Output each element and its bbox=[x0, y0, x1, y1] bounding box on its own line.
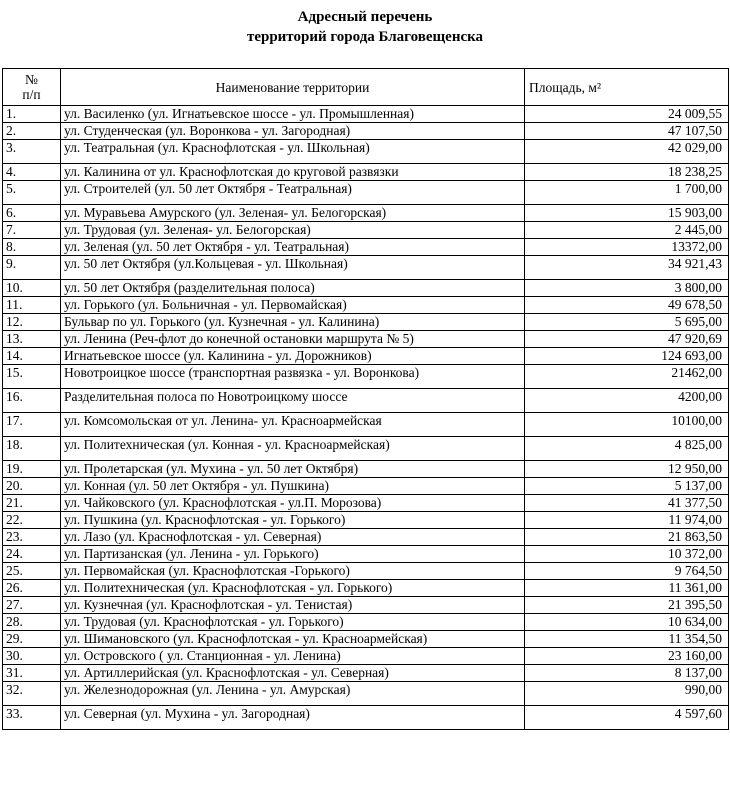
territory-name: ул. Первомайская (ул. Краснофлотская -Горького) bbox=[61, 563, 525, 580]
table-row bbox=[3, 297, 729, 314]
territory-name: ул. Лазо (ул. Краснофлотская - ул. Северная) bbox=[61, 529, 525, 546]
territory-area: 3 800,00 bbox=[525, 280, 729, 297]
row-number: 13. bbox=[3, 331, 61, 348]
territory-area: 10 634,00 bbox=[525, 614, 729, 631]
territory-area: 8 137,00 bbox=[525, 665, 729, 682]
row-number: 16. bbox=[3, 389, 61, 413]
territory-area: 10 372,00 bbox=[525, 546, 729, 563]
table-row bbox=[3, 706, 729, 730]
territory-area: 9 764,50 bbox=[525, 563, 729, 580]
header-area: Площадь, м² bbox=[525, 69, 729, 106]
territory-name: Новотроицкое шоссе (транспортная развязка - ул. Воронкова) bbox=[61, 365, 525, 389]
row-number: 29. bbox=[3, 631, 61, 648]
territory-name: ул. Артиллерийская (ул. Краснофлотская - ул. Северная) bbox=[61, 665, 525, 682]
row-number: 31. bbox=[3, 665, 61, 682]
territory-name: ул. Муравьева Амурского (ул. Зеленая- ул. Белогорская) bbox=[61, 205, 525, 222]
territory-area: 18 238,25 bbox=[525, 164, 729, 181]
table-row bbox=[3, 512, 729, 529]
table-row bbox=[3, 597, 729, 614]
table-row bbox=[3, 665, 729, 682]
territory-area: 4200,00 bbox=[525, 389, 729, 413]
row-number: 30. bbox=[3, 648, 61, 665]
territory-area: 11 354,50 bbox=[525, 631, 729, 648]
territory-name: ул. Василенко (ул. Игнатьевское шоссе - ул. Промышленная) bbox=[61, 106, 525, 123]
territory-area: 21 395,50 bbox=[525, 597, 729, 614]
table-row bbox=[3, 413, 729, 437]
territory-name: ул. Ленина (Реч-флот до конечной остановки маршрута № 5) bbox=[61, 331, 525, 348]
territory-name: ул. Комсомольская от ул. Ленина- ул. Красноармейская bbox=[61, 413, 525, 437]
row-number: 25. bbox=[3, 563, 61, 580]
territory-name: ул. Политехническая (ул. Краснофлотская - ул. Горького) bbox=[61, 580, 525, 597]
territory-area: 5 137,00 bbox=[525, 478, 729, 495]
table-row bbox=[3, 437, 729, 461]
territory-area: 21 863,50 bbox=[525, 529, 729, 546]
row-number: 22. bbox=[3, 512, 61, 529]
table-row bbox=[3, 648, 729, 665]
table-row bbox=[3, 546, 729, 563]
table-row bbox=[3, 181, 729, 205]
row-number: 33. bbox=[3, 706, 61, 730]
row-number: 9. bbox=[3, 256, 61, 280]
row-number: 1. bbox=[3, 106, 61, 123]
row-number: 26. bbox=[3, 580, 61, 597]
territory-area: 4 597,60 bbox=[525, 706, 729, 730]
territory-name: ул. Островского ( ул. Станционная - ул. Ленина) bbox=[61, 648, 525, 665]
document-subtitle: территорий города Благовещенска bbox=[246, 29, 484, 45]
table-row bbox=[3, 389, 729, 413]
territory-area: 1 700,00 bbox=[525, 181, 729, 205]
territory-name: ул. Северная (ул. Мухина - ул. Загородная) bbox=[61, 706, 525, 730]
row-number: 23. bbox=[3, 529, 61, 546]
territory-area: 13372,00 bbox=[525, 239, 729, 256]
territory-name: ул. 50 лет Октября (разделительная полоса) bbox=[61, 280, 525, 297]
territory-name: ул. Железнодорожная (ул. Ленина - ул. Амурская) bbox=[61, 682, 525, 706]
row-number: 17. bbox=[3, 413, 61, 437]
territory-name: ул. Трудовая (ул. Краснофлотская - ул. Горького) bbox=[61, 614, 525, 631]
table-row bbox=[3, 478, 729, 495]
header-name: Наименование территории bbox=[61, 69, 525, 106]
territory-name: Игнатьевское шоссе (ул. Калинина - ул. Дорожников) bbox=[61, 348, 525, 365]
row-number: 18. bbox=[3, 437, 61, 461]
territory-name: ул. Пролетарская (ул. Мухина - ул. 50 лет Октября) bbox=[61, 461, 525, 478]
row-number: 12. bbox=[3, 314, 61, 331]
territory-name: Бульвар по ул. Горького (ул. Кузнечная - ул. Калинина) bbox=[61, 314, 525, 331]
row-number: 21. bbox=[3, 495, 61, 512]
row-number: 11. bbox=[3, 297, 61, 314]
table-row bbox=[3, 563, 729, 580]
table-header-row bbox=[3, 69, 729, 106]
territory-area: 42 029,00 bbox=[525, 140, 729, 164]
territory-name: ул. 50 лет Октября (ул.Кольцевая - ул. Школьная) bbox=[61, 256, 525, 280]
table-row bbox=[3, 280, 729, 297]
territory-area: 10100,00 bbox=[525, 413, 729, 437]
territory-area: 4 825,00 bbox=[525, 437, 729, 461]
territory-name: ул. Политехническая (ул. Конная - ул. Красноармейская) bbox=[61, 437, 525, 461]
territory-area: 47 920,69 bbox=[525, 331, 729, 348]
row-number: 15. bbox=[3, 365, 61, 389]
table-row bbox=[3, 682, 729, 706]
document-title: Адресный перечень bbox=[297, 9, 433, 25]
territory-area: 11 361,00 bbox=[525, 580, 729, 597]
territory-area: 11 974,00 bbox=[525, 512, 729, 529]
row-number: 2. bbox=[3, 123, 61, 140]
territory-name: ул. Чайковского (ул. Краснофлотская - ул.П. Морозова) bbox=[61, 495, 525, 512]
territory-name: ул. Трудовая (ул. Зеленая- ул. Белогорская) bbox=[61, 222, 525, 239]
territory-area: 15 903,00 bbox=[525, 205, 729, 222]
territory-name: ул. Пушкина (ул. Краснофлотская - ул. Горького) bbox=[61, 512, 525, 529]
table-row bbox=[3, 365, 729, 389]
territory-area: 12 950,00 bbox=[525, 461, 729, 478]
territory-area: 41 377,50 bbox=[525, 495, 729, 512]
territory-area: 2 445,00 bbox=[525, 222, 729, 239]
territory-name: ул. Зеленая (ул. 50 лет Октября - ул. Театральная) bbox=[61, 239, 525, 256]
table-row bbox=[3, 222, 729, 239]
territory-area: 49 678,50 bbox=[525, 297, 729, 314]
territory-name: ул. Горького (ул. Больничная - ул. Первомайская) bbox=[61, 297, 525, 314]
table-row bbox=[3, 256, 729, 280]
territory-area: 23 160,00 bbox=[525, 648, 729, 665]
territory-area: 34 921,43 bbox=[525, 256, 729, 280]
territory-area: 47 107,50 bbox=[525, 123, 729, 140]
table-row bbox=[3, 495, 729, 512]
territory-name: ул. Конная (ул. 50 лет Октября - ул. Пушкина) bbox=[61, 478, 525, 495]
territory-area: 24 009,55 bbox=[525, 106, 729, 123]
table-row bbox=[3, 164, 729, 181]
territory-area: 990,00 bbox=[525, 682, 729, 706]
row-number: 20. bbox=[3, 478, 61, 495]
header-number bbox=[3, 69, 61, 106]
table-body bbox=[3, 106, 729, 730]
table-row bbox=[3, 461, 729, 478]
row-number: 7. bbox=[3, 222, 61, 239]
territory-name: Разделительная полоса по Новотроицкому шоссе bbox=[61, 389, 525, 413]
row-number: 10. bbox=[3, 280, 61, 297]
territory-name: ул. Шимановского (ул. Краснофлотская - ул. Красноармейская) bbox=[61, 631, 525, 648]
territory-area: 124 693,00 bbox=[525, 348, 729, 365]
table-row bbox=[3, 314, 729, 331]
territory-name: ул. Строителей (ул. 50 лет Октября - Театральная) bbox=[61, 181, 525, 205]
row-number: 4. bbox=[3, 164, 61, 181]
table-row bbox=[3, 106, 729, 123]
row-number: 27. bbox=[3, 597, 61, 614]
territory-name: ул. Кузнечная (ул. Краснофлотская - ул. Тенистая) bbox=[61, 597, 525, 614]
row-number: 24. bbox=[3, 546, 61, 563]
table-row bbox=[3, 631, 729, 648]
row-number: 14. bbox=[3, 348, 61, 365]
table-row bbox=[3, 140, 729, 164]
territory-name: ул. Студенческая (ул. Воронкова - ул. Загородная) bbox=[61, 123, 525, 140]
territories-table bbox=[2, 68, 729, 730]
table-row bbox=[3, 580, 729, 597]
row-number: 5. bbox=[3, 181, 61, 205]
row-number: 28. bbox=[3, 614, 61, 631]
row-number: 8. bbox=[3, 239, 61, 256]
territory-area: 5 695,00 bbox=[525, 314, 729, 331]
territory-name: ул. Партизанская (ул. Ленина - ул. Горького) bbox=[61, 546, 525, 563]
territory-area: 21462,00 bbox=[525, 365, 729, 389]
row-number: 6. bbox=[3, 205, 61, 222]
row-number: 32. bbox=[3, 682, 61, 706]
table-row bbox=[3, 348, 729, 365]
territory-name: ул. Калинина от ул. Краснофлотская до круговой развязки bbox=[61, 164, 525, 181]
row-number: 19. bbox=[3, 461, 61, 478]
table-row bbox=[3, 239, 729, 256]
row-number: 3. bbox=[3, 140, 61, 164]
header-number-line1: № bbox=[25, 72, 38, 87]
table-row bbox=[3, 205, 729, 222]
table-row bbox=[3, 123, 729, 140]
header-number-line2: п/п bbox=[22, 87, 41, 102]
table-row bbox=[3, 529, 729, 546]
territory-name: ул. Театральная (ул. Краснофлотская - ул. Школьная) bbox=[61, 140, 525, 164]
table-row bbox=[3, 331, 729, 348]
table-row bbox=[3, 614, 729, 631]
